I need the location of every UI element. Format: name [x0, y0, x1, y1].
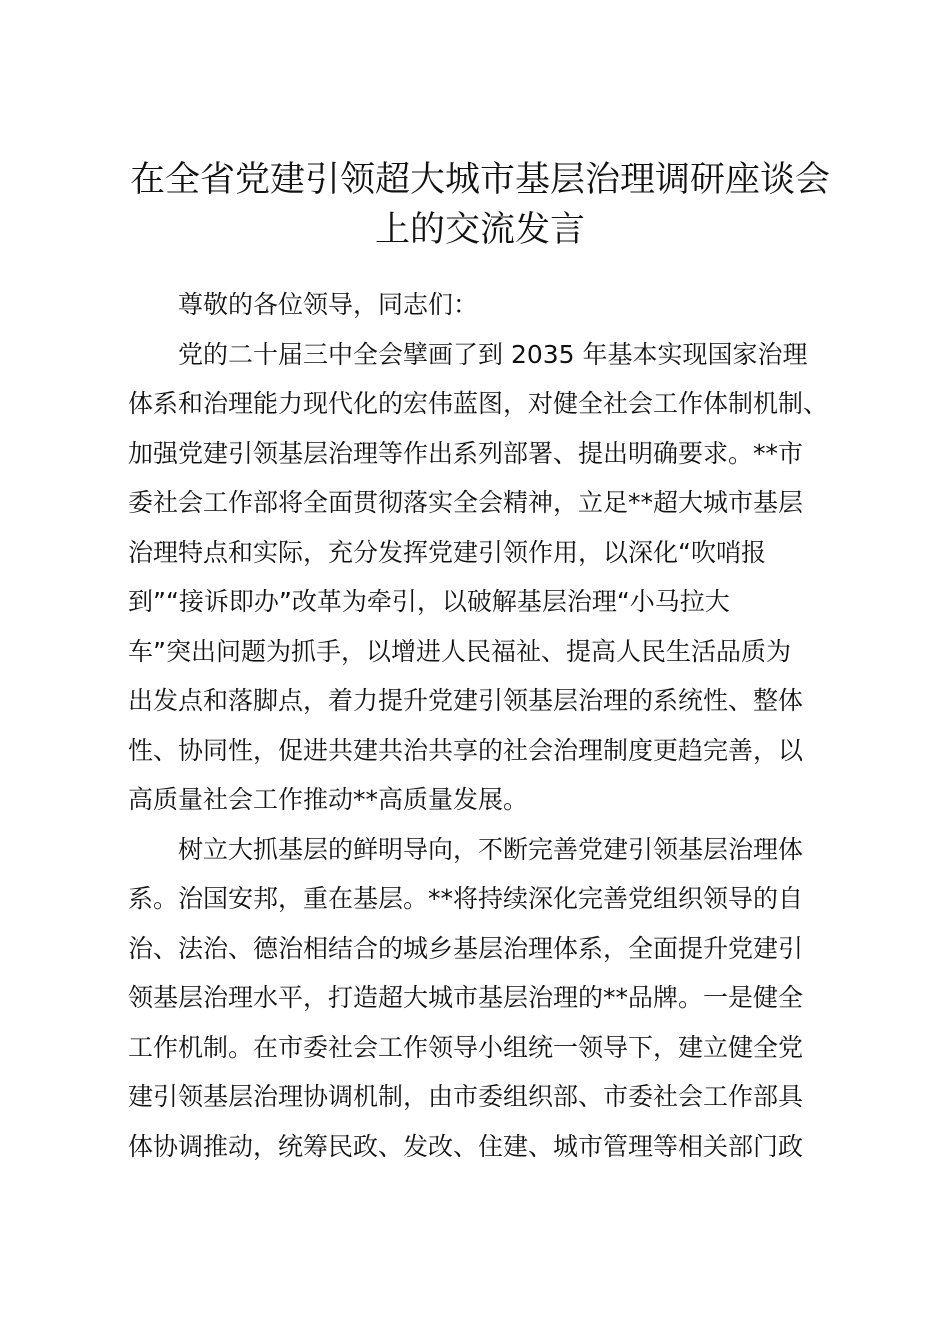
paragraph-line: 体系和治理能力现代化的宏伟蓝图，对健全社会工作体制机制、 — [128, 389, 829, 418]
salutation: 尊敬的各位领导，同志们： — [178, 290, 479, 319]
paragraph-line: 领基层治理水平，打造超大城市基层治理的**品牌。一是健全 — [128, 983, 804, 1012]
paragraph-line: 高质量社会工作推动**高质量发展。 — [128, 785, 529, 814]
document-body — [128, 280, 833, 1171]
paragraph-line: 建引领基层治理协调机制，由市委组织部、市委社会工作部具 — [128, 1082, 804, 1111]
paragraph-line: 出发点和落脚点，着力提升党建引领基层治理的系统性、整体 — [128, 686, 804, 715]
paragraph-line: 治、法治、德治相结合的城乡基层治理体系，全面提升党建引 — [128, 933, 804, 963]
paragraph-2 — [128, 825, 833, 1172]
title-line: 在全省党建引领超大城市基层治理调研座谈会 — [129, 160, 830, 200]
paragraph-1 — [128, 330, 833, 825]
paragraph-line: 到”“接诉即办”改革为牵引，以破解基层治理“小马拉大 — [128, 587, 730, 616]
paragraph-line: 工作机制。在市委社会工作领导小组统一领导下，建立健全党 — [128, 1032, 804, 1062]
paragraph-line: 委社会工作部将全面贯彻落实全会精神，立足**超大城市基层 — [128, 488, 804, 517]
paragraph-line: 车”突出问题为抓手，以增进人民福祉、提高人民生活品质为 — [128, 636, 791, 666]
document-title — [110, 155, 850, 255]
paragraph-line: 体协调推动，统筹民政、发改、住建、城市管理等相关部门政 — [128, 1131, 804, 1161]
paragraph-line: 党的二十届三中全会擘画了到 2035 年基本实现国家治理 — [178, 339, 808, 369]
title-line: 上的交流发言 — [374, 210, 585, 250]
paragraph-line: 系。治国安邦，重在基层。**将持续深化完善党组织领导的自 — [128, 884, 804, 913]
paragraph-line: 性、协同性，促进共建共治共享的社会治理制度更趋完善，以 — [128, 735, 804, 765]
paragraph-line: 治理特点和实际，充分发挥党建引领作用，以深化“吹哨报 — [128, 537, 766, 567]
paragraph-line: 树立大抓基层的鲜明导向，不断完善党建引领基层治理体 — [178, 834, 804, 864]
paragraph-line: 加强党建引领基层治理等作出系列部署、提出明确要求。**市 — [128, 438, 804, 468]
